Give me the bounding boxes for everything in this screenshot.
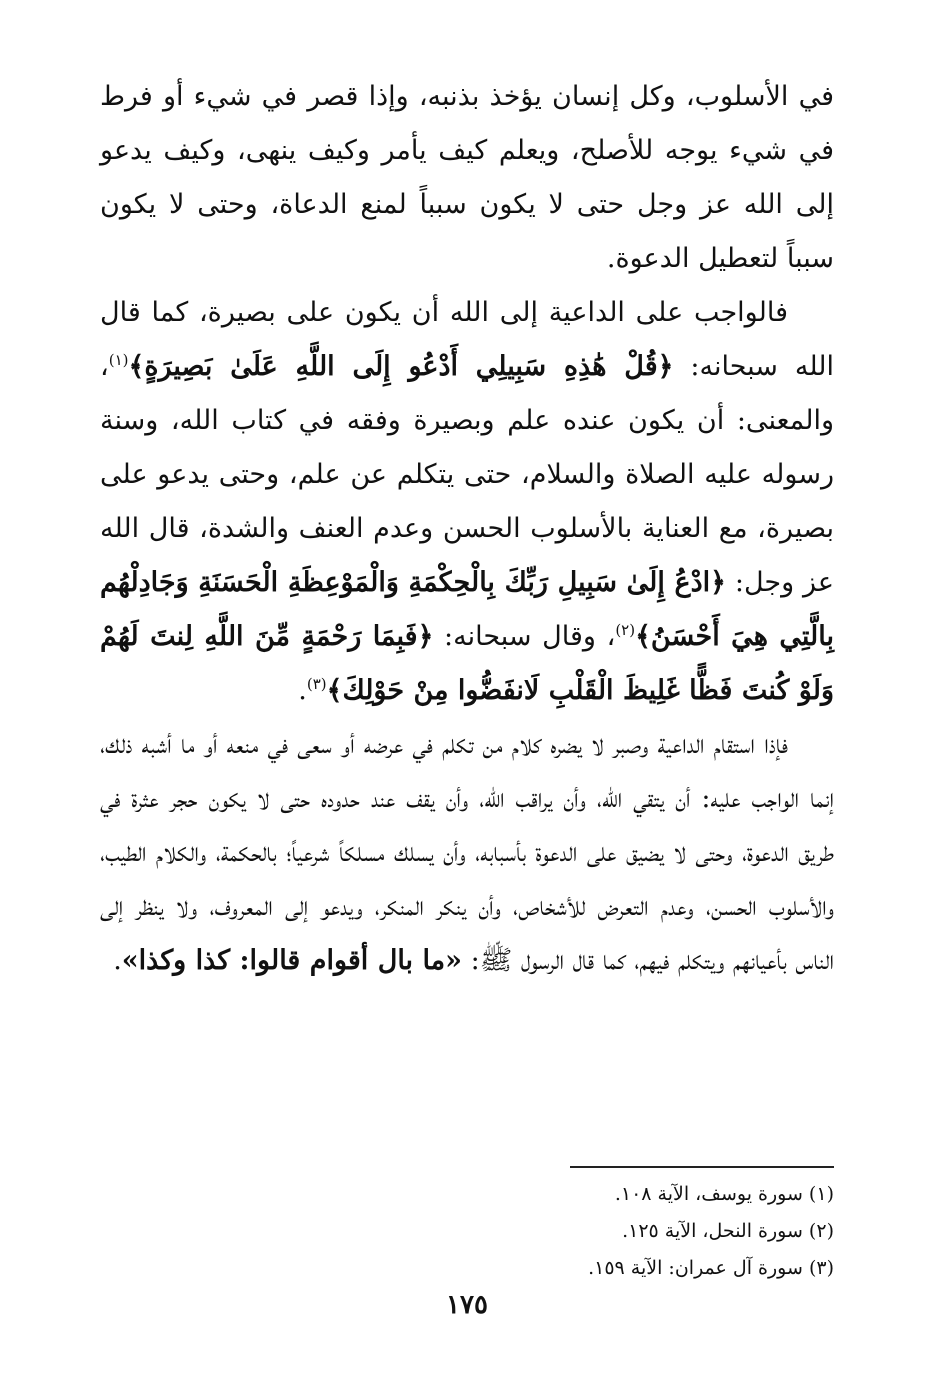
footnote: (٢) سورة النحل، الآية ١٢٥. (622, 1220, 834, 1242)
main-text (100, 70, 834, 988)
page-number: ١٧٥ (446, 1290, 488, 1320)
text-segment: في الأسلوب، وكل إنسان يؤخذ بذنبه، وإذا قصر في شيء أو فرط في شيء يوجه للأصلح، ويعلم كيف يأمر وكيف ينهى، وكيف يدعو إلى الله عز وجل حتى لا يكون سبباً لمنع الدعاة، وحتى لا يكون سبباً لتعطيل الدعوة. (100, 81, 834, 274)
quran-verse: ﴿قُلْ هَٰذِهِ سَبِيلِي أَدْعُو إِلَى اللَّهِ عَلَىٰ بَصِيرَةٍ﴾ (128, 351, 674, 382)
footnotes (334, 1176, 834, 1287)
text-segment: . (113, 945, 122, 976)
text-segment: ، وقال سبحانه: (433, 621, 616, 652)
text-segment: . (298, 675, 307, 706)
quran-verse: ﴿ادْعُ إِلَىٰ سَبِيلِ رَبِّكَ بِالْحِكْمَةِ وَالْمَوْعِظَةِ الْحَسَنَةِ وَجَادِلْهُم بِالَّتِي هِيَ أَحْسَنُ﴾ (100, 567, 834, 652)
paragraph (100, 718, 834, 988)
text-segment: فإذا استقام الداعية وصبر لا يضره كلام من تكلم في عرضه أو سعى في منعه أو ما أشبه ذلك، إنما الواجب عليه: أن يتقي الله، وأن يراقب الله، وأن يقف عند حدوده حتى لا يكون حجر عثرة في طريق الدعوة، وحتى لا يضيق على الدعوة بأسبابه، وأن يسلك مسلكاً شرعياً؛ بالحكمة، والكلام الطيب، والأسلوب الحسن، وعدم التعرض للأشخاص، وأن ينكر المنكر، ويدعو إلى المعروف، ولا ينظر إلى الناس بأعيانهم ويتكلم فيهم، كما قال الرسول ﷺ: (100, 729, 834, 976)
paragraph (100, 70, 834, 286)
footnote-reference: (٢) (615, 621, 636, 639)
text-segment: فالواجب على الداعية إلى الله أن يكون على بصيرة، كما قال الله سبحانه: (100, 297, 834, 382)
hadith-quote: «ما بال أقوام قالوا: كذا وكذا» (121, 945, 463, 976)
text-segment: ، والمعنى: أن يكون عنده علم وبصيرة وفقه في كتاب الله، وسنة رسوله عليه الصلاة والسلام، حتى يتكلم عن علم، وحتى يدعو على بصيرة، مع العناية بالأسلوب الحسن وعدم العنف والشدة، قال الله عز وجل: (100, 351, 834, 598)
quran-verse: ﴿فَبِمَا رَحْمَةٍ مِّنَ اللَّهِ لِنتَ لَهُمْ وَلَوْ كُنتَ فَظًّا غَلِيظَ الْقَلْبِ لَانفَضُّوا مِنْ حَوْلِكَ﴾ (100, 621, 834, 706)
footnote-separator (570, 1166, 834, 1168)
footnote: (٣) سورة آل عمران: الآية ١٥٩. (588, 1257, 834, 1279)
footnote-reference: (٣) (306, 675, 327, 693)
paragraph (100, 286, 834, 718)
footnote: (١) سورة يوسف، الآية ١٠٨. (614, 1183, 834, 1205)
footnote-reference: (١) (108, 351, 129, 369)
